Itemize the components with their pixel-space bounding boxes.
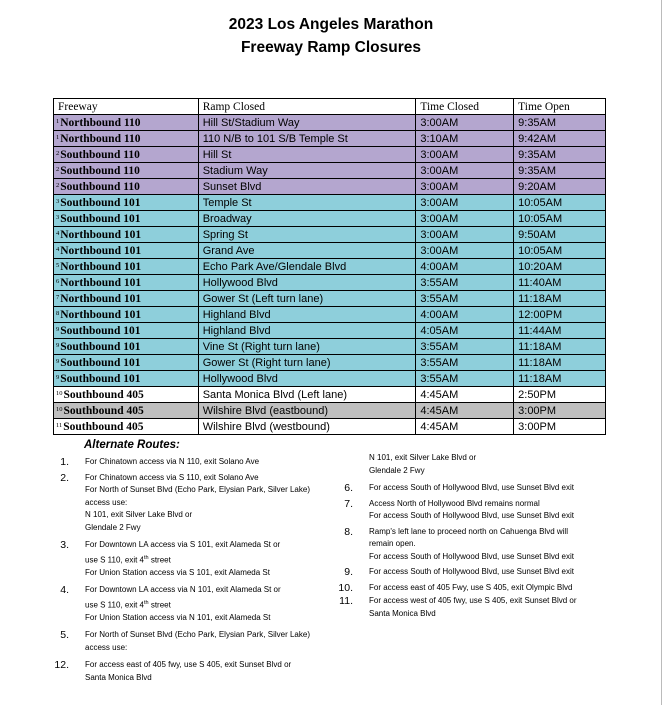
freeway-name: Northbound 110 (60, 117, 141, 129)
note-line: Glendale 2 Fwy (85, 522, 141, 532)
freeway-name: Northbound 101 (60, 277, 142, 289)
note-line: Access North of Hollywood Blvd remains normal (369, 498, 540, 508)
footnote-marker: 11 (56, 422, 63, 429)
footnote-marker: 7 (56, 294, 60, 301)
note-line: For Union Station access via N 101, exit Alameda St (85, 612, 271, 622)
footnote-marker: 2 (56, 182, 60, 189)
table-row (54, 195, 606, 211)
time-open-cell: 10:05AM (514, 211, 606, 227)
note-line: N 101, exit Silver Lake Blvd or (85, 510, 193, 519)
note-line: Santa Monica Blvd (85, 672, 152, 682)
time-open-cell: 9:35AM (514, 147, 606, 163)
footnote-marker: 10 (56, 390, 63, 397)
time-closed-cell: 3:55AM (416, 275, 514, 291)
note-line: For Union Station access via S 101, exit Alameda St (85, 567, 270, 577)
time-closed-cell: 3:55AM (416, 291, 514, 307)
page-subtitle: Freeway Ramp Closures (240, 39, 422, 56)
ramp-cell: Broadway (198, 211, 416, 227)
time-closed-cell: 3:55AM (416, 371, 514, 387)
note-line: use S 110, exit 4th street (85, 599, 171, 610)
note-line: N 101, exit Silver Lake Blvd or (369, 453, 477, 462)
note-number: 7. (344, 497, 353, 510)
table-row (54, 115, 606, 131)
freeway-name: Southbound 405 (63, 421, 144, 433)
alternate-routes-title: Alternate Routes: (84, 439, 180, 451)
freeway-cell (54, 275, 199, 291)
route-note (54, 659, 355, 684)
time-closed-cell: 3:00AM (416, 179, 514, 195)
note-line: For access east of 405 fwy, use S 405, exit Sunset Blvd or (85, 660, 292, 670)
ramp-cell: Hollywood Blvd (198, 275, 416, 291)
note-number: 8. (344, 525, 353, 538)
table-row (54, 131, 606, 147)
table-row (54, 355, 606, 371)
freeway-name: Southbound 110 (60, 149, 140, 161)
table-row (54, 147, 606, 163)
alternate-routes-left-column (54, 456, 355, 684)
time-closed-cell: 4:05AM (416, 323, 514, 339)
time-closed-cell: 3:00AM (416, 227, 514, 243)
time-open-cell: 9:35AM (514, 163, 606, 179)
time-closed-cell: 4:45AM (416, 403, 514, 419)
time-open-cell: 12:00PM (514, 307, 606, 323)
time-open-cell: 10:05AM (514, 243, 606, 259)
ramp-cell: Highland Blvd (198, 307, 416, 323)
time-closed-cell: 3:00AM (416, 147, 514, 163)
freeway-name: Northbound 101 (60, 293, 142, 305)
time-open-cell: 11:44AM (514, 323, 606, 339)
freeway-name: Southbound 101 (60, 341, 141, 353)
time-open-cell: 10:05AM (514, 195, 606, 211)
freeway-cell (54, 307, 199, 323)
footnote-marker: 9 (56, 374, 60, 381)
route-note (344, 525, 629, 564)
note-number: 6. (344, 482, 353, 494)
freeway-name: Southbound 405 (63, 389, 144, 401)
note-line: For Chinatown access via S 110, exit Solano Ave (85, 472, 259, 482)
freeway-name: Northbound 110 (60, 133, 141, 145)
time-open-cell: 2:50PM (514, 387, 606, 403)
freeway-cell (54, 419, 199, 435)
note-number: 2. (60, 471, 69, 484)
table-row (54, 259, 606, 275)
freeway-name: Southbound 110 (60, 165, 140, 177)
route-note (339, 595, 629, 620)
time-open-cell: 9:50AM (514, 227, 606, 243)
ramp-cell: Hollywood Blvd (198, 371, 416, 387)
ramp-cell: 110 N/B to 101 S/B Temple St (198, 131, 416, 147)
footnote-marker: 1 (56, 134, 60, 141)
note-line: For access South of Hollywood Blvd, use Sunset Blvd exit (369, 567, 574, 576)
note-line: remain open. (369, 539, 416, 548)
route-note (369, 452, 629, 477)
footnote-marker: 9 (56, 326, 60, 333)
table-row (54, 307, 606, 323)
time-open-cell: 10:20AM (514, 259, 606, 275)
time-closed-cell: 3:00AM (416, 163, 514, 179)
route-note (60, 581, 355, 624)
ramp-cell: Echo Park Ave/Glendale Blvd (198, 259, 416, 275)
note-number: 1. (60, 456, 69, 468)
ramp-cell: Grand Ave (198, 243, 416, 259)
ramp-cell: Wilshire Blvd (westbound) (198, 419, 416, 435)
time-open-cell: 3:00PM (514, 419, 606, 435)
note-line: For Downtown LA access via S 101, exit Alameda St or (85, 540, 281, 549)
ramp-cell: Highland Blvd (198, 323, 416, 339)
freeway-cell (54, 259, 199, 275)
freeway-name: Southbound 101 (60, 357, 141, 369)
footnote-marker: 4 (56, 246, 60, 253)
footnote-marker: 3 (56, 214, 60, 221)
footnote-marker: 2 (56, 166, 60, 173)
table-row (54, 323, 606, 339)
note-number: 11. (339, 595, 353, 607)
note-line: access use: (85, 497, 128, 507)
footnote-marker: 4 (56, 230, 60, 237)
note-line: For access east of 405 Fwy, use S 405, exit Olympic Blvd (369, 582, 573, 592)
header-time-closed: Time Closed (416, 99, 514, 115)
note-number: 12. (54, 659, 69, 672)
footnote-marker: 9 (56, 358, 60, 365)
time-open-cell: 9:42AM (514, 131, 606, 147)
table-row (54, 179, 606, 195)
time-closed-cell: 3:10AM (416, 131, 514, 147)
header-time-open: Time Open (514, 99, 606, 115)
time-closed-cell: 4:45AM (416, 387, 514, 403)
route-note (60, 539, 355, 579)
table-row (54, 275, 606, 291)
ramp-cell: Gower St (Left turn lane) (198, 291, 416, 307)
freeway-name: Southbound 101 (60, 325, 141, 337)
time-closed-cell: 3:55AM (416, 355, 514, 371)
time-closed-cell: 3:00AM (416, 195, 514, 211)
ramp-cell: Spring St (198, 227, 416, 243)
time-open-cell: 11:18AM (514, 291, 606, 307)
freeway-cell (54, 115, 199, 131)
header-ramp-closed: Ramp Closed (198, 99, 416, 115)
ramp-cell: Vine St (Right turn lane) (198, 339, 416, 355)
ramp-cell: Gower St (Right turn lane) (198, 355, 416, 371)
note-line: Glendale 2 Fwy (369, 465, 425, 475)
time-closed-cell: 3:00AM (416, 115, 514, 131)
route-note (344, 566, 629, 579)
time-open-cell: 11:40AM (514, 275, 606, 291)
footnote-marker: 2 (56, 150, 60, 157)
ramp-cell: Stadium Way (198, 163, 416, 179)
time-open-cell: 11:18AM (514, 355, 606, 371)
table-row (54, 291, 606, 307)
note-line: For access South of Hollywood Blvd, use Sunset Blvd exit (369, 551, 574, 561)
time-closed-cell: 4:45AM (416, 419, 514, 435)
note-number: 10. (338, 581, 353, 594)
time-closed-cell: 4:00AM (416, 259, 514, 275)
table-row (54, 243, 606, 259)
table-row (54, 387, 606, 403)
ramp-cell: Temple St (198, 195, 416, 211)
freeway-cell (54, 291, 199, 307)
table-row (54, 227, 606, 243)
freeway-cell (54, 179, 199, 195)
freeway-cell (54, 323, 199, 339)
footnote-marker: 1 (56, 118, 60, 125)
table-row (54, 403, 606, 419)
footnote-marker: 6 (56, 278, 60, 285)
footnote-marker: 5 (56, 262, 60, 269)
time-open-cell: 9:20AM (514, 179, 606, 195)
freeway-cell (54, 147, 199, 163)
freeway-name: Northbound 101 (60, 229, 142, 241)
route-note (60, 629, 355, 654)
note-line: For access west of 405 fwy, use S 405, exit Sunset Blvd or (369, 596, 577, 605)
time-open-cell: 11:18AM (514, 371, 606, 387)
note-number: 4. (60, 584, 69, 597)
freeway-cell (54, 163, 199, 179)
footnote-marker: 9 (56, 342, 60, 349)
note-line: For Downtown LA access via N 101, exit Alameda St or (85, 585, 281, 595)
freeway-cell (54, 243, 199, 259)
note-line: For North of Sunset Blvd (Echo Park, Elysian Park, Silver Lake) (85, 485, 310, 494)
table-row (54, 419, 606, 435)
freeway-cell (54, 371, 199, 387)
route-note (338, 581, 629, 595)
note-line: use S 110, exit 4th street (85, 554, 171, 565)
freeway-name: Southbound 101 (60, 373, 141, 385)
freeway-name: Northbound 101 (60, 245, 142, 257)
table-row (54, 211, 606, 227)
ramp-cell: Hill St/Stadium Way (198, 115, 416, 131)
table-row (54, 371, 606, 387)
ramp-cell: Wilshire Blvd (eastbound) (198, 403, 416, 419)
freeway-cell (54, 211, 199, 227)
note-line: For access South of Hollywood Blvd, use Sunset Blvd exit (369, 511, 574, 520)
route-note (60, 471, 355, 535)
freeway-name: Southbound 405 (63, 405, 144, 417)
freeway-cell (54, 227, 199, 243)
note-number: 9. (344, 566, 353, 578)
note-line: For access South of Hollywood Blvd, use Sunset Blvd exit (369, 483, 574, 492)
note-line: For North of Sunset Blvd (Echo Park, Elysian Park, Silver Lake) (85, 630, 310, 640)
note-line: access use: (85, 642, 128, 652)
freeway-cell (54, 339, 199, 355)
route-note (60, 456, 355, 469)
freeway-name: Northbound 101 (60, 261, 142, 273)
header-freeway: Freeway (54, 99, 199, 115)
route-note (344, 497, 629, 523)
ramp-closures-table (53, 98, 606, 435)
footnote-marker: 8 (56, 310, 60, 317)
time-open-cell: 11:18AM (514, 339, 606, 355)
time-closed-cell: 3:00AM (416, 243, 514, 259)
footnote-marker: 10 (56, 406, 63, 413)
freeway-cell (54, 403, 199, 419)
note-line: Ramp's left lane to proceed north on Cahuenga Blvd will (369, 526, 568, 536)
freeway-name: Southbound 110 (60, 181, 140, 193)
freeway-cell (54, 195, 199, 211)
note-number: 3. (60, 539, 69, 551)
alternate-routes-right-column (338, 452, 629, 620)
freeway-name: Southbound 101 (60, 213, 141, 225)
table-row (54, 339, 606, 355)
ramp-cell: Hill St (198, 147, 416, 163)
table-row (54, 163, 606, 179)
route-note (344, 482, 629, 495)
time-open-cell: 9:35AM (514, 115, 606, 131)
freeway-cell (54, 131, 199, 147)
freeway-cell (54, 387, 199, 403)
freeway-name: Northbound 101 (60, 309, 142, 321)
table-header-row (54, 99, 606, 115)
ramp-cell: Santa Monica Blvd (Left lane) (198, 387, 416, 403)
page-title: 2023 Los Angeles Marathon (228, 16, 434, 33)
time-closed-cell: 4:00AM (416, 307, 514, 323)
ramp-cell: Sunset Blvd (198, 179, 416, 195)
time-open-cell: 3:00PM (514, 403, 606, 419)
freeway-cell (54, 355, 199, 371)
note-number: 5. (60, 629, 69, 642)
freeway-name: Southbound 101 (60, 197, 141, 209)
time-closed-cell: 3:55AM (416, 339, 514, 355)
note-line: Santa Monica Blvd (369, 608, 436, 618)
note-line: For Chinatown access via N 110, exit Solano Ave (85, 457, 260, 466)
footnote-marker: 3 (56, 198, 60, 205)
time-closed-cell: 3:00AM (416, 211, 514, 227)
